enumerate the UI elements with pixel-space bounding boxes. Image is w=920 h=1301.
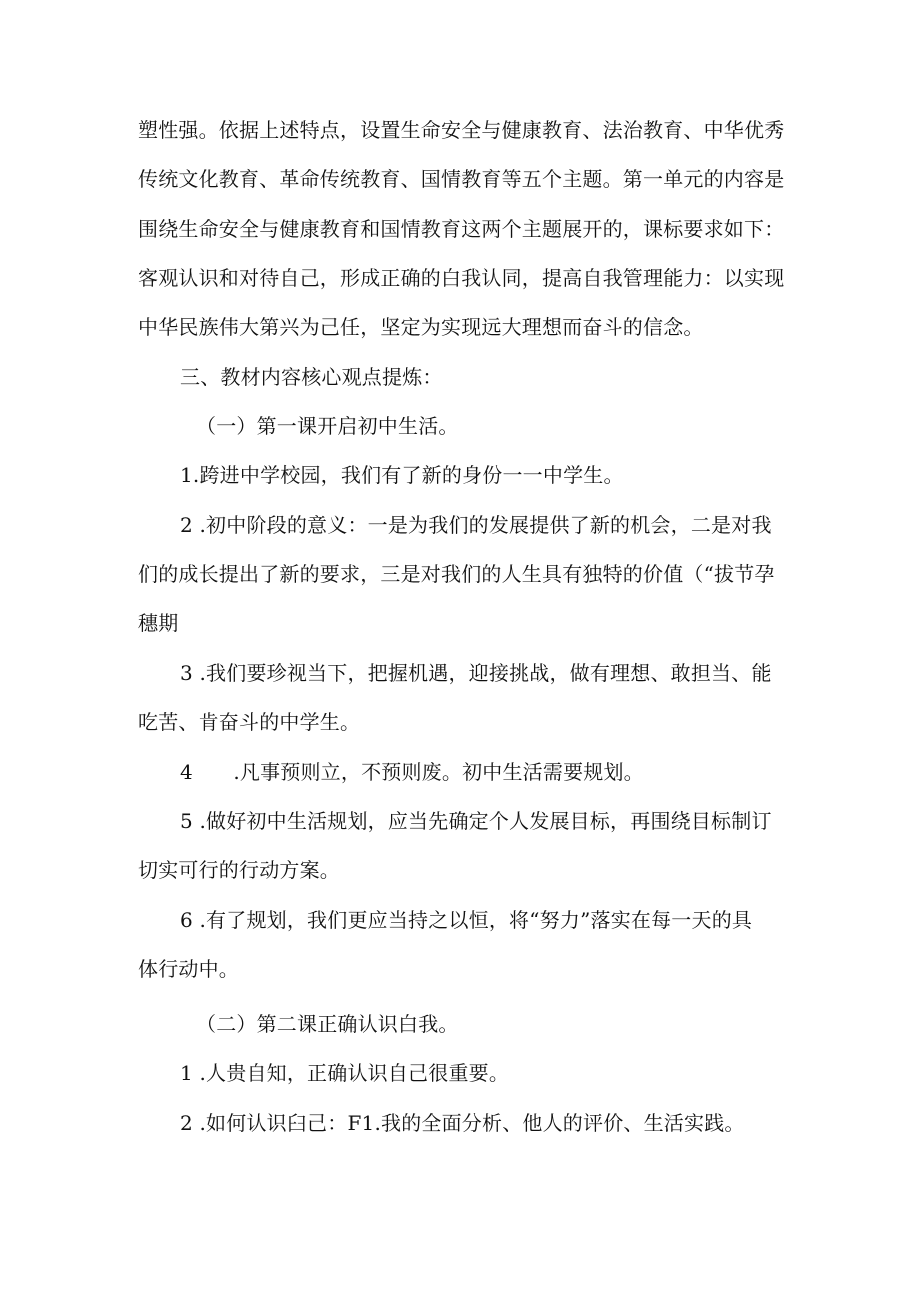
list-item-continuation: 体行动中。 [138,957,239,981]
list-item: 1 .人贵自知，正确认识自己很重要。 [180,1061,510,1085]
list-item: 3 .我们要珍视当下，把握机遇，迎接挑战，做有理想、敢担当、能 [180,661,772,685]
list-item-continuation: 穗期 [138,611,179,635]
list-item-continuation: 切实可行的行动方案。 [138,858,340,882]
list-item: 2 .如何认识臼己：F1.我的全面分析、他人的评价、生活实践。 [180,1111,745,1135]
list-item: 5 .做好初中生活规划，应当先确定个人发展目标，再围绕目标制订 [180,809,772,833]
paragraph-line: 客观认识和对待自己，形成正确的白我认同，提高自我管理能力：以实现 [138,266,785,290]
list-item: 4 .凡事预则立，不预则废。初中生活需要规划。 [180,760,644,784]
paragraph-line: 围绕生命安全与健康教育和国情教育这两个主题展开的，课标要求如下： [138,217,785,241]
list-item: 2 .初中阶段的意义：一是为我们的发展提供了新的机会，二是对我 [180,513,772,537]
list-item: 1.跨进中学校园，我们有了新的身份一一中学生。 [180,463,624,487]
paragraph-line: 塑性强。依据上述特点，设置生命安全与健康教育、法治教育、中华优秀 [138,118,785,142]
list-item-continuation: 吃苦、肯奋斗的中学生。 [138,710,361,734]
list-item: 6 .有了规划，我们更应当持之以恒，将“努力”落实在每一天的具 [180,908,753,932]
section-heading: 三、教材内容核心观点提炼： [180,365,443,389]
subsection-heading: （二）第二课正确认识白我。 [196,1012,459,1036]
paragraph-line: 传统文化教育、革命传统教育、国情教育等五个主题。第一单元的内容是 [138,167,785,191]
paragraph-line: 中华民族伟大第兴为己任，坚定为实现远大理想而奋斗的信念。 [138,315,704,339]
list-item-continuation: 们的成长提出了新的要求，三是对我们的人生具有独特的价值（“拔节孕 [138,562,775,586]
subsection-heading: （一）第一课开启初中生活。 [196,414,459,438]
